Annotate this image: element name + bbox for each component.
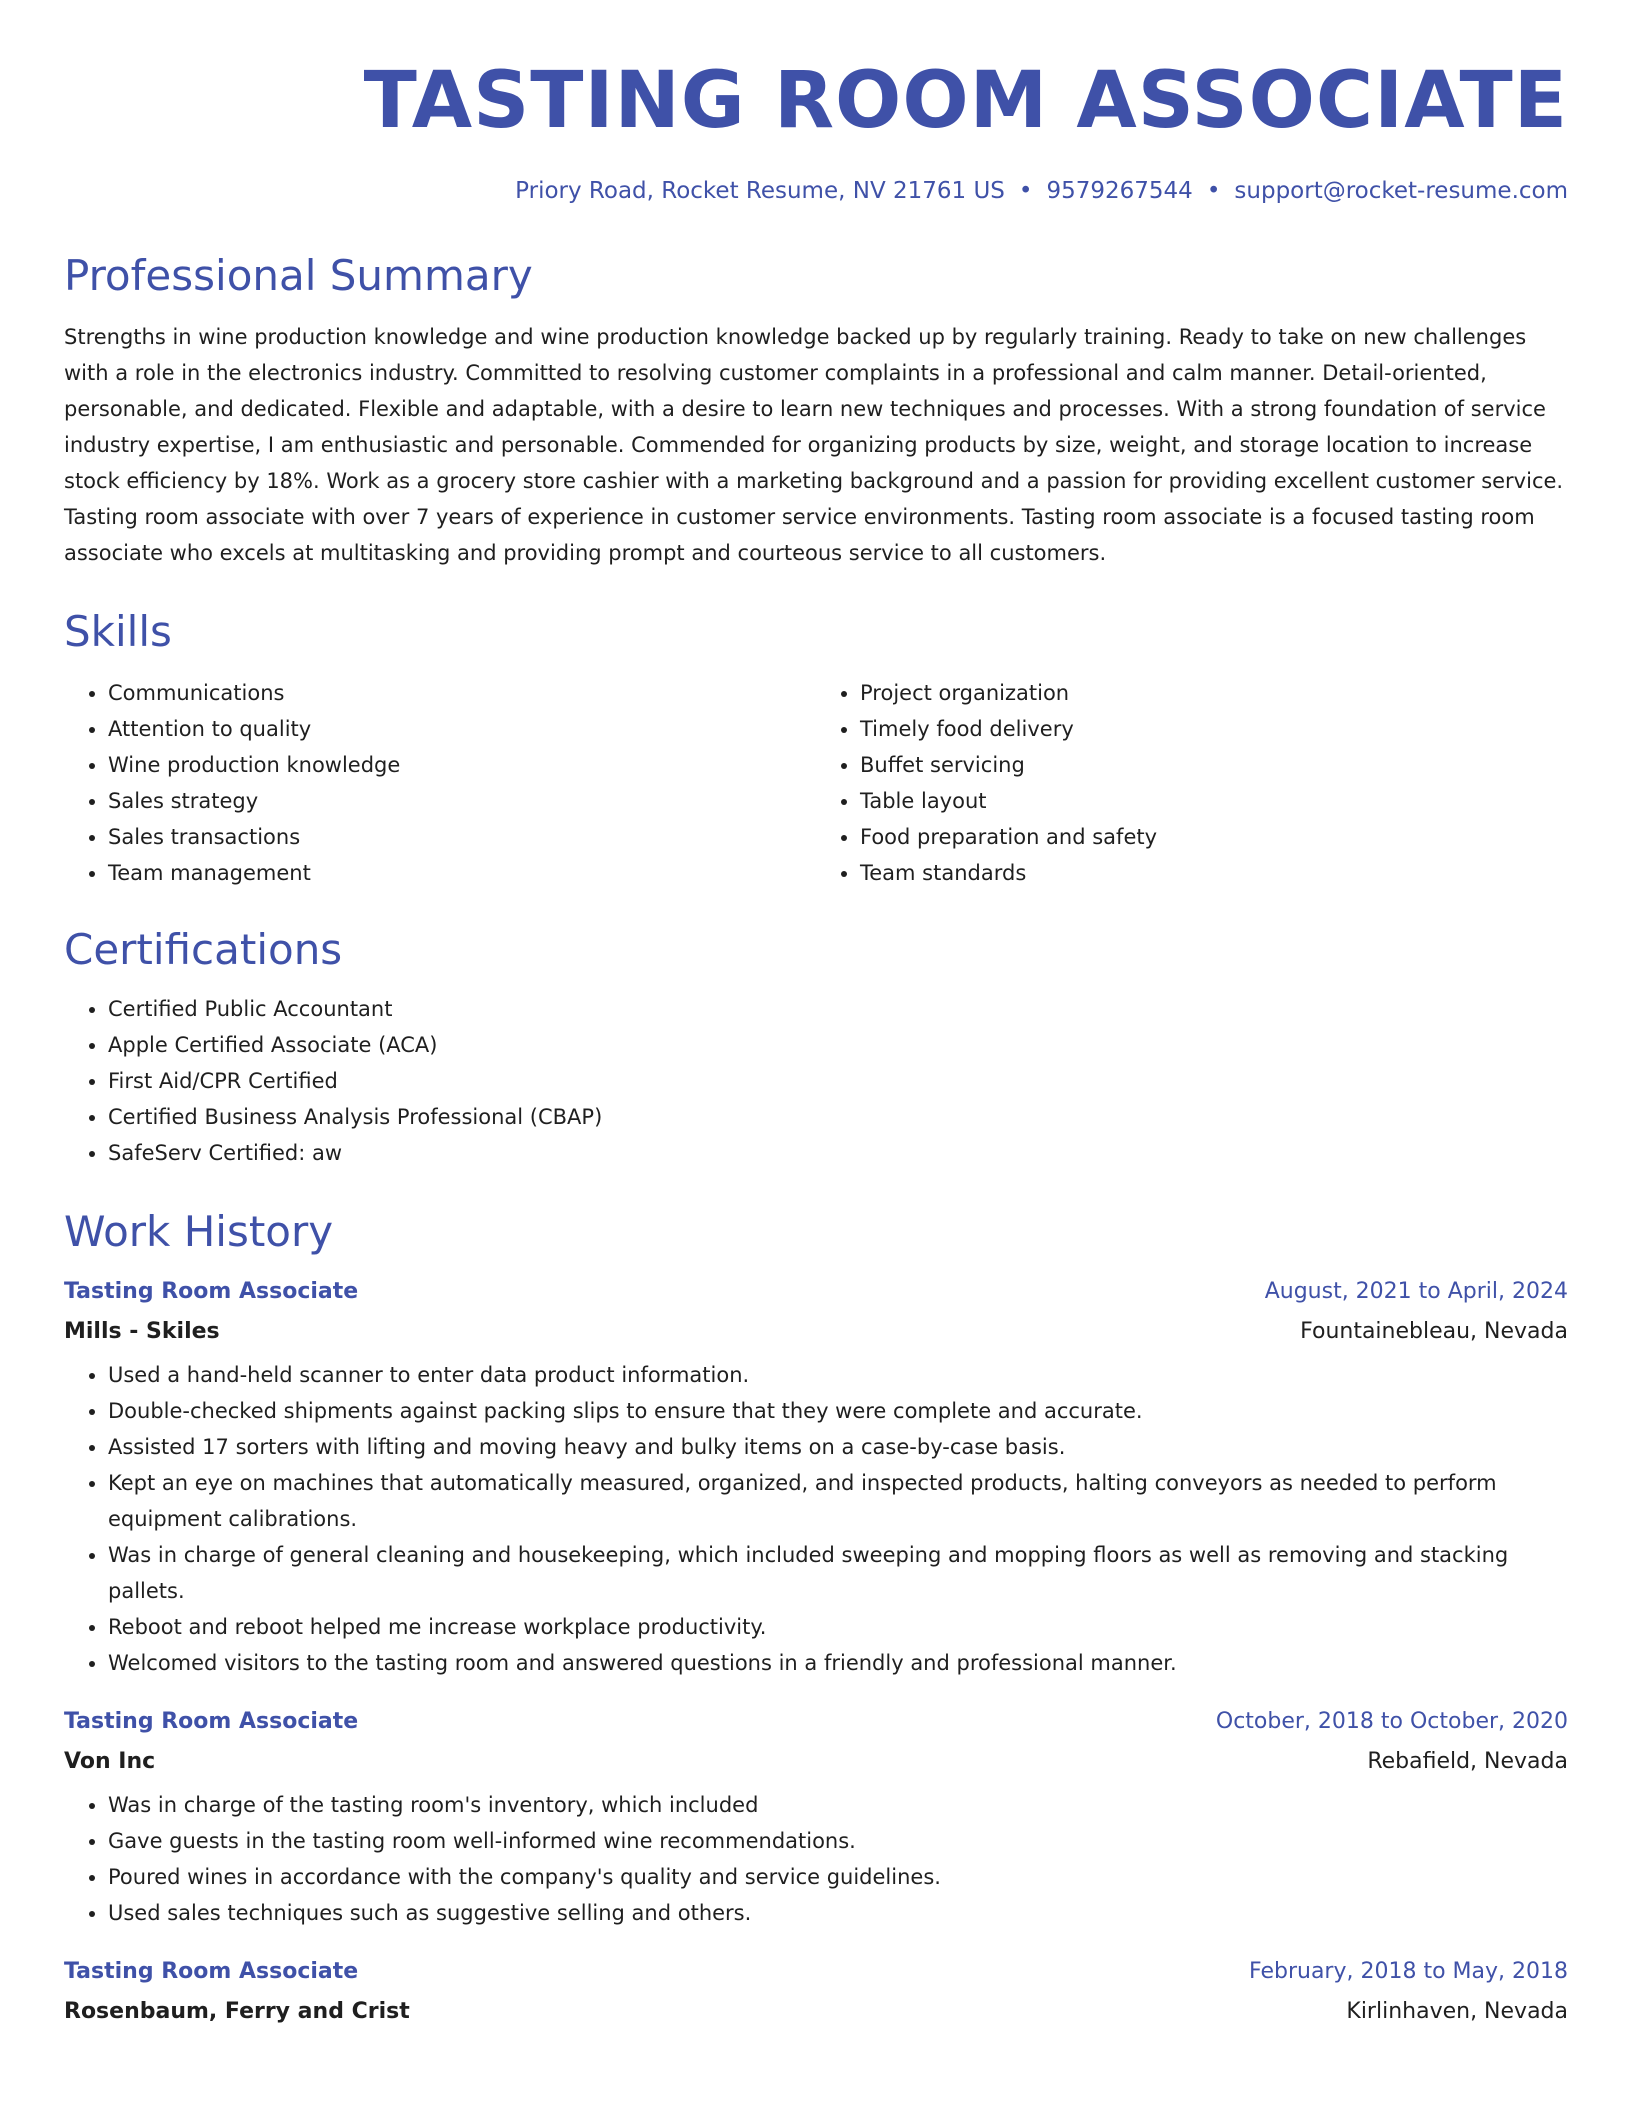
job-bullet: • Used sales techniques such as suggestive selling and others.: [108, 1895, 1568, 1931]
job-header: [64, 1711, 1568, 1733]
summary-heading: Professional Summary: [64, 251, 533, 300]
job-bullet: • Used a hand-held scanner to enter data product information.: [108, 1357, 1568, 1393]
job-bullet: • Gave guests in the tasting room well-informed wine recommendations.: [108, 1823, 1568, 1859]
job-role: Tasting Room Associate: [64, 1959, 359, 1984]
contact-email: support@rocket-resume.com: [1234, 178, 1568, 204]
certification-item: • Apple Certified Associate (ACA): [108, 1027, 1568, 1063]
job-header: [64, 1281, 1568, 1303]
contact-separator: •: [1018, 178, 1033, 204]
certification-item: • Certified Public Accountant: [108, 991, 1568, 1027]
job-bullet: • Assisted 17 sorters with lifting and moving heavy and bulky items on a case-by-case basis.: [108, 1429, 1568, 1465]
job-bullet: • Was in charge of general cleaning and housekeeping, which included sweeping and mopping floors as well as removing and stacking pallets.: [108, 1537, 1568, 1609]
work-history-heading: Work History: [64, 1207, 334, 1256]
skills-heading: Skills: [64, 607, 172, 656]
job-bullet: • Kept an eye on machines that automatically measured, organized, and inspected products, halting conveyors as needed to perform equipment calibrations.: [108, 1465, 1568, 1537]
job-company: Rosenbaum, Ferry and Crist: [64, 1999, 410, 2024]
job-bullet: • Welcomed visitors to the tasting room and answered questions in a friendly and professional manner.: [108, 1645, 1568, 1681]
skill-item: • Buffet servicing: [860, 747, 1568, 783]
certification-item: • Certified Business Analysis Professional (CBAP): [108, 1099, 1568, 1135]
skill-item: • Project organization: [860, 675, 1568, 711]
contact-line: [64, 180, 1568, 203]
certifications-list: [64, 991, 1568, 1171]
job-location: Rebafield, Nevada: [1367, 1749, 1568, 1774]
job-subheader: [64, 1751, 1568, 1773]
job-bullet: • Double-checked shipments against packing slips to ensure that they were complete and accurate.: [108, 1393, 1568, 1429]
job-location: Fountainebleau, Nevada: [1300, 1319, 1568, 1344]
job-company: Mills - Skiles: [64, 1319, 220, 1344]
job-dates: February, 2018 to May, 2018: [1249, 1959, 1568, 1984]
skill-item: • Table layout: [860, 783, 1568, 819]
resume-page: [64, 0, 1568, 2023]
contact-address: Priory Road, Rocket Resume, NV 21761 US: [515, 178, 1005, 204]
job-subheader: [64, 1321, 1568, 1343]
skill-item: • Team management: [108, 855, 816, 891]
skill-item: • Team standards: [860, 855, 1568, 891]
skill-item: • Timely food delivery: [860, 711, 1568, 747]
job-bullet: • Reboot and reboot helped me increase workplace productivity.: [108, 1609, 1568, 1645]
job-company: Von Inc: [64, 1749, 156, 1774]
skill-item: • Sales transactions: [108, 819, 816, 855]
job-dates: October, 2018 to October, 2020: [1215, 1709, 1568, 1734]
skill-item: • Wine production knowledge: [108, 747, 816, 783]
job-entry: [64, 1961, 1568, 2023]
summary-text: Strengths in wine production knowledge and wine production knowledge backed up by regularly training. Ready to take on new challenges with a role in the electronics industry. Committed to resolving customer complaints in a professional and calm manner. Detail-oriented, personable, and dedicated. Flexible and adaptable, with a desire to learn new techniques and processes. With a strong foundation of service industry expertise, I am enthusiastic and personable. Commended for organizing products by size, weight, and storage location to increase stock efficiency by 18%. Work as a grocery store cashier with a marketing background and a passion for providing excellent customer service. Tasting room associate with over 7 years of experience in customer service environments. Tasting room associate is a focused tasting room associate who excels at multitasking and providing prompt and courteous service to all customers.: [64, 325, 1564, 565]
certifications-heading: Certifications: [64, 925, 343, 974]
skill-item: • Attention to quality: [108, 711, 816, 747]
resume-title: TASTING ROOM ASSOCIATE: [363, 56, 1568, 146]
job-location: Kirlinhaven, Nevada: [1346, 1999, 1568, 2024]
skill-item: • Food preparation and safety: [860, 819, 1568, 855]
job-role: Tasting Room Associate: [64, 1709, 359, 1734]
certification-item: • SafeServ Certified: aw: [108, 1135, 1568, 1171]
job-header: [64, 1961, 1568, 1983]
job-bullet: • Was in charge of the tasting room's inventory, which included: [108, 1787, 1568, 1823]
contact-phone: 9579267544: [1046, 178, 1193, 204]
skills-left-list: [64, 675, 816, 891]
certification-item: • First Aid/CPR Certified: [108, 1063, 1568, 1099]
job-dates: August, 2021 to April, 2024: [1264, 1279, 1568, 1304]
job-entry: [64, 1711, 1568, 1931]
skill-item: • Sales strategy: [108, 783, 816, 819]
job-bullets: [64, 1787, 1568, 1931]
job-subheader: [64, 2001, 1568, 2023]
skills-right-list: [816, 675, 1568, 891]
contact-separator: •: [1206, 178, 1221, 204]
job-role: Tasting Room Associate: [64, 1279, 359, 1304]
skill-item: • Communications: [108, 675, 816, 711]
job-entry: [64, 1281, 1568, 1681]
job-bullet: • Poured wines in accordance with the company's quality and service guidelines.: [108, 1859, 1568, 1895]
job-bullets: [64, 1357, 1568, 1681]
skills-columns: [64, 675, 1568, 891]
